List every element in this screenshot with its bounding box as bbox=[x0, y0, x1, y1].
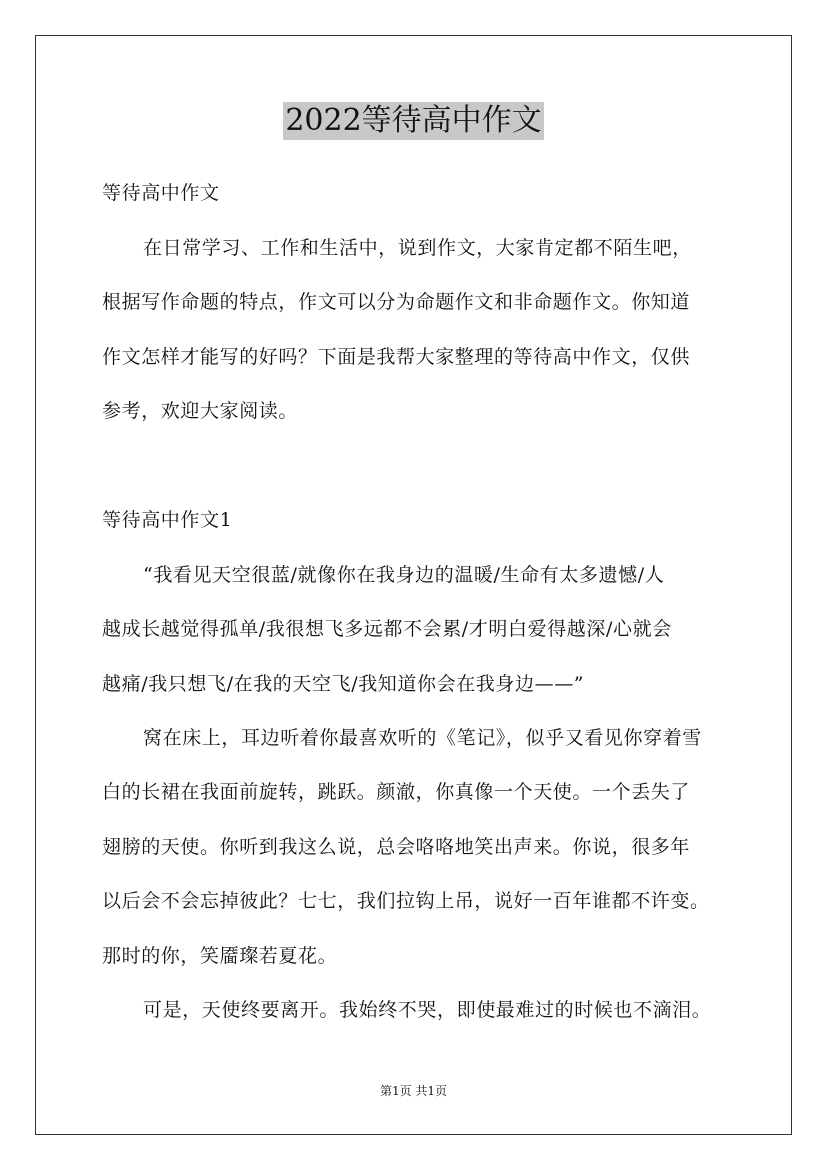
paragraph-line: 可是，天使终要离开。我始终不哭，即使最难过的时候也不滴泪。 bbox=[143, 999, 712, 1021]
title-container bbox=[0, 102, 827, 140]
paragraph-line: 白的长裙在我面前旋转，跳跃。颜澈，你真像一个天使。一个丢失了 bbox=[102, 781, 691, 803]
paragraph-line: 参考，欢迎大家阅读。 bbox=[102, 400, 299, 422]
paragraph-line: 以后会不会忘掉彼此？七七，我们拉钩上吊，说好一百年谁都不许变。 bbox=[102, 890, 710, 912]
page-footer: 第1页 共1页 bbox=[379, 1084, 448, 1098]
section-heading-intro: 等待高中作文 bbox=[102, 182, 220, 204]
paragraph-line: 在日常学习、工作和生活中，说到作文，大家肯定都不陌生吧， bbox=[143, 237, 692, 259]
paragraph-line: 翅膀的天使。你听到我这么说，总会咯咯地笑出声来。你说，很多年 bbox=[102, 836, 691, 858]
paragraph-line: 越痛/我只想飞/在我的天空飞/我知道你会在我身边——” bbox=[102, 673, 585, 695]
paragraph-line: 作文怎样才能写的好吗？下面是我帮大家整理的等待高中作文，仅供 bbox=[102, 346, 691, 368]
section-heading-1: 等待高中作文1 bbox=[102, 509, 233, 531]
paragraph-line: 越成长越觉得孤单/我很想飞多远都不会累/才明白爱得越深/心就会 bbox=[102, 618, 672, 640]
document-title: 2022等待高中作文 bbox=[285, 103, 542, 138]
paragraph-line: 根据写作命题的特点，作文可以分为命题作文和非命题作文。你知道 bbox=[102, 291, 691, 313]
paragraph-line: “我看见天空很蓝/就像你在我身边的温暖/生命有太多遗憾/人 bbox=[143, 564, 665, 586]
paragraph-line: 那时的你，笑靥璨若夏花。 bbox=[102, 945, 338, 967]
paragraph-line: 窝在床上，耳边听着你最喜欢听的《笔记》，似乎又看见你穿着雪 bbox=[143, 727, 702, 749]
